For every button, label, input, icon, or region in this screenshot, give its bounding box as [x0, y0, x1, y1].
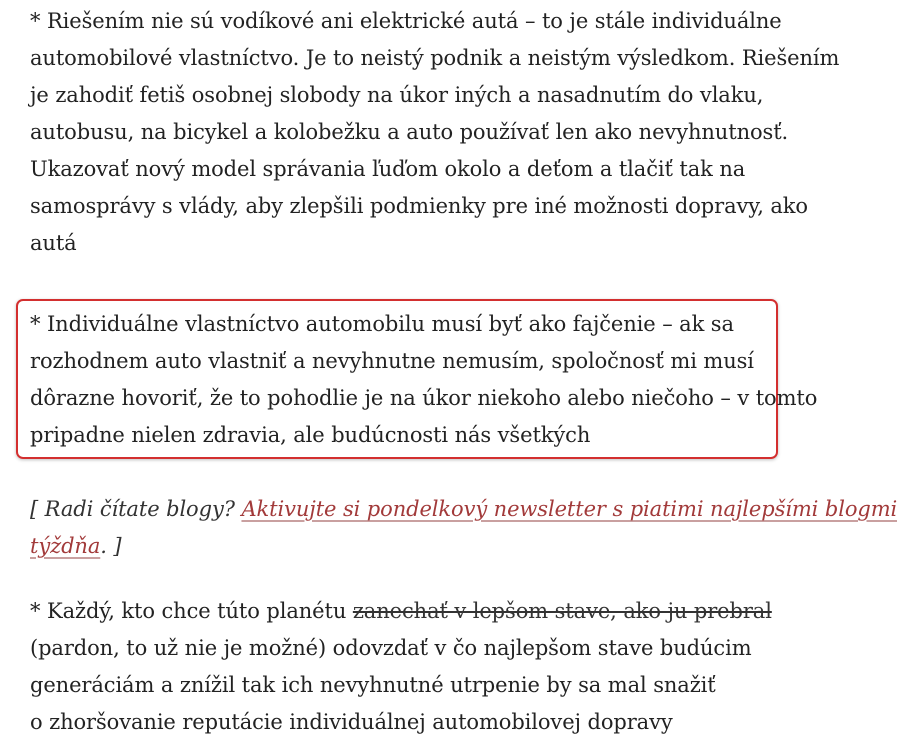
strikethrough-text: zanechať v lepšom stave, ako ju prebral: [352, 599, 772, 623]
paragraph-highlighted: [30, 306, 818, 454]
text-line: * Riešením nie sú vodíkové ani elektrické autá – to je stále individuálne: [30, 9, 782, 33]
text-line: autobusu, na bicykel a kolobežku a auto používať len ako nevyhnutnosť.: [30, 120, 789, 144]
newsletter-promo-line-1: [30, 491, 897, 528]
newsletter-link-continued[interactable]: týždňa: [30, 534, 101, 558]
paragraph-reputation: [30, 593, 790, 741]
text-segment: * Každý, kto chce túto planétu: [30, 599, 353, 623]
paragraph-solutions: [30, 3, 840, 262]
text-line: autá: [30, 231, 77, 255]
text-line: pripadne nielen zdravia, ale budúcnosti nás všetkých: [30, 423, 591, 447]
newsletter-promo: [30, 491, 897, 565]
text-line: je zahodiť fetiš osobnej slobody na úkor iných a nasadnutím do vlaku,: [30, 83, 764, 107]
text-line: [30, 593, 790, 630]
text-line: Ukazovať nový model správania ľuďom okolo a deťom a tlačiť tak na: [30, 157, 746, 181]
text-line: rozhodnem auto vlastniť a nevyhnutne nemusím, spoločnosť mi musí: [30, 349, 754, 373]
text-line: samosprávy s vlády, aby zlepšili podmienky pre iné možnosti dopravy, ako: [30, 194, 808, 218]
text-line: * Individuálne vlastníctvo automobilu musí byť ako fajčenie – ak sa: [30, 312, 734, 336]
newsletter-link[interactable]: Aktivujte si pondelkový newsletter s piatimi najlepšími blogmi: [241, 497, 897, 521]
newsletter-promo-line-2: [30, 528, 790, 565]
text-line: automobilové vlastníctvo. Je to neistý podnik a neistým výsledkom. Riešením: [30, 46, 840, 70]
newsletter-suffix: . ]: [100, 534, 122, 558]
text-line: generáciám a znížil tak ich nevyhnutné utrpenie by sa mal snažiť: [30, 673, 716, 697]
text-line: dôrazne hovoriť, že to pohodlie je na úkor niekoho alebo niečoho – v tomto: [30, 386, 818, 410]
text-line: o zhoršovanie reputácie individuálnej automobilovej dopravy: [30, 710, 673, 734]
newsletter-prefix: [ Radi čítate blogy?: [30, 497, 242, 521]
text-line: (pardon, to už nie je možné) odovzdať v čo najlepšom stave budúcim: [30, 636, 752, 660]
